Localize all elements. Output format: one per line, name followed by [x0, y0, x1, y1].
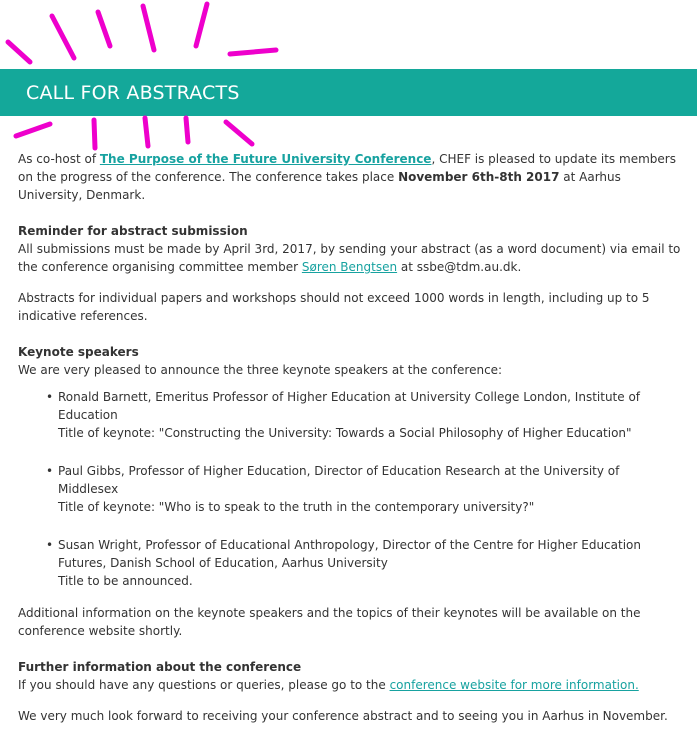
keynotes-heading: Keynote speakers	[18, 345, 139, 359]
further-info-heading: Further information about the conference	[18, 660, 302, 674]
reminder-text: at ssbe@tdm.au.dk.	[397, 260, 522, 274]
keynotes-intro: We are very pleased to announce the three keynote speakers at the conference:	[18, 363, 503, 377]
speaker-name: Paul Gibbs, Professor of Higher Education, Director of Education Research at the University of Middlesex	[58, 464, 620, 496]
burst-ray	[8, 42, 30, 62]
speaker-name: Susan Wright, Professor of Educational Anthropology, Director of the Centre for Higher Education Futures, Danish School of Education, Aarhus University	[58, 538, 641, 570]
intro-text: , CHEF is pleased to update its members on the progress of the conference. The conference takes place	[18, 152, 676, 184]
speaker-keynote: Title of keynote: "Who is to speak to the truth in the contemporary university?"	[58, 500, 535, 514]
speaker-list	[18, 388, 682, 590]
burst-ray	[196, 4, 207, 46]
contact-person-link[interactable]: Søren Bengtsen	[301, 260, 398, 274]
conference-dates: November 6th-8th 2017	[398, 170, 560, 184]
banner	[0, 69, 697, 116]
intro-text: at Aarhus University, Denmark.	[18, 170, 621, 202]
reminder-text: All submissions must be made by April 3rd, 2017, by sending your abstract (as a word document) via email to the conference organising committee member	[18, 242, 681, 274]
burst-ray	[186, 118, 188, 142]
abstract-limit-paragraph: Abstracts for individual papers and workshops should not exceed 1000 words in length, including up to 5 indicative references.	[18, 291, 650, 323]
burst-ray	[145, 118, 148, 146]
speaker-keynote: Title of keynote: "Constructing the University: Towards a Social Philosophy of Higher Education"	[58, 426, 632, 440]
burst-ray	[230, 50, 276, 54]
speaker-name: Ronald Barnett, Emeritus Professor of Higher Education at University College London, Institute of Education	[58, 390, 641, 422]
reminder-paragraph	[18, 240, 682, 276]
bullet-icon: •	[46, 390, 54, 404]
list-item	[18, 536, 682, 590]
newsletter-body	[18, 150, 682, 738]
burst-ray	[98, 12, 110, 46]
conference-website-link[interactable]: conference website for more information.	[389, 678, 639, 692]
list-item	[18, 388, 682, 442]
bullet-icon: •	[46, 464, 54, 478]
burst-ray	[52, 16, 74, 58]
bullet-icon: •	[46, 538, 54, 552]
conference-link[interactable]: The Purpose of the Future University Conference	[99, 152, 432, 166]
closing-paragraph: We very much look forward to receiving your conference abstract and to seeing you in Aarhus in November.	[18, 709, 668, 723]
further-text: If you should have any questions or queries, please go to the	[18, 678, 390, 692]
reminder-heading: Reminder for abstract submission	[18, 224, 248, 238]
burst-ray	[16, 124, 50, 136]
intro-text: As co-host of	[18, 152, 100, 166]
burst-ray	[143, 6, 154, 50]
speaker-keynote: Title to be announced.	[58, 574, 193, 588]
additional-info-paragraph: Additional information on the keynote speakers and the topics of their keynotes will be available on the conference website shortly.	[18, 606, 641, 638]
banner-title: CALL FOR ABSTRACTS	[26, 82, 240, 104]
burst-ray	[94, 120, 95, 148]
further-info-paragraph	[18, 676, 682, 694]
list-item	[18, 462, 682, 516]
intro-paragraph	[18, 150, 682, 204]
burst-ray	[226, 122, 252, 144]
